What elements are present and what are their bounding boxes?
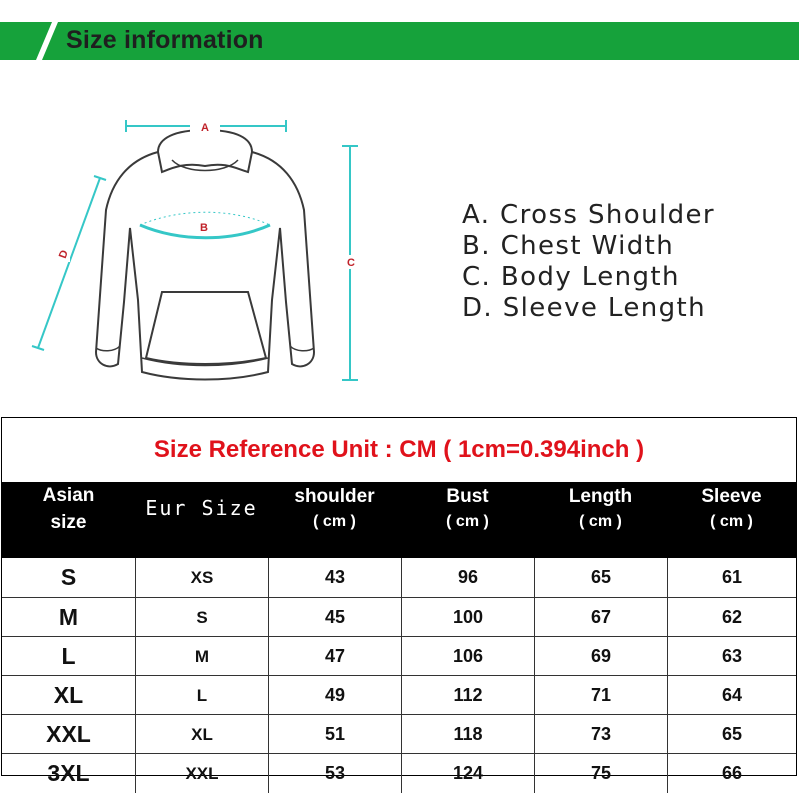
cell-sleeve: 66 <box>667 754 796 793</box>
mark-d: D <box>56 248 71 261</box>
cell-sleeve: 63 <box>667 637 796 676</box>
cell-bust: 100 <box>401 598 534 637</box>
mark-c: C <box>347 257 355 269</box>
cell-asian-size: M <box>58 604 79 630</box>
table-title: Size Reference Unit : CM ( 1cm=0.394inch ) <box>153 436 645 463</box>
legend-item-a: A. Cross Shoulder <box>462 200 715 230</box>
mark-a: A <box>201 122 209 134</box>
cell-asian-size: XXL <box>46 721 91 747</box>
cell-shoulder: 51 <box>268 715 401 754</box>
table-row <box>2 636 796 676</box>
cell-shoulder: 49 <box>268 676 401 715</box>
cell-asian-size: 3XL <box>47 760 90 786</box>
cell-eur-size: S <box>135 598 268 637</box>
table-row <box>2 675 796 715</box>
cell-bust: 96 <box>401 558 534 597</box>
header-eur-size: Eur Size <box>145 496 258 520</box>
table-row <box>2 558 796 597</box>
cell-length: 73 <box>534 715 667 754</box>
cell-asian-size: S <box>60 564 77 590</box>
section-title: Size information <box>66 26 264 54</box>
cell-eur-size: XXL <box>135 754 268 793</box>
table-row <box>2 597 796 637</box>
hoodie-diagram <box>0 90 430 400</box>
header-asian-size: Asian size <box>42 485 95 533</box>
cell-sleeve: 64 <box>667 676 796 715</box>
cell-asian-size: L <box>61 643 76 669</box>
header-bust: Bust ( cm ) <box>446 486 489 530</box>
cell-shoulder: 43 <box>268 558 401 597</box>
measurement-legend <box>462 200 715 324</box>
cell-bust: 124 <box>401 754 534 793</box>
cell-shoulder: 53 <box>268 754 401 793</box>
section-header <box>0 22 799 60</box>
cell-sleeve: 65 <box>667 715 796 754</box>
legend-item-d: D. Sleeve Length <box>462 293 706 323</box>
table-body <box>2 558 796 786</box>
cell-bust: 112 <box>401 676 534 715</box>
cell-shoulder: 45 <box>268 598 401 637</box>
cell-eur-size: L <box>135 676 268 715</box>
cell-sleeve: 61 <box>667 558 796 597</box>
cell-sleeve: 62 <box>667 598 796 637</box>
cell-bust: 106 <box>401 637 534 676</box>
mark-b: B <box>200 222 208 234</box>
cell-eur-size: M <box>135 637 268 676</box>
cell-shoulder: 47 <box>268 637 401 676</box>
cell-length: 69 <box>534 637 667 676</box>
cell-eur-size: XL <box>135 715 268 754</box>
header-length: Length ( cm ) <box>568 486 633 530</box>
cell-eur-size: XS <box>135 558 268 597</box>
table-row <box>2 714 796 754</box>
cell-asian-size: XL <box>53 682 84 708</box>
table-header-row <box>2 482 796 558</box>
table-row <box>2 753 796 793</box>
cell-bust: 118 <box>401 715 534 754</box>
cell-length: 65 <box>534 558 667 597</box>
legend-item-b: B. Chest Width <box>462 231 675 261</box>
header-shoulder: shoulder ( cm ) <box>294 486 375 530</box>
legend-item-c: C. Body Length <box>462 262 680 292</box>
cell-length: 75 <box>534 754 667 793</box>
header-sleeve: Sleeve ( cm ) <box>701 486 762 530</box>
size-table <box>1 417 797 786</box>
hoodie-illustration <box>0 90 430 400</box>
cell-length: 67 <box>534 598 667 637</box>
cell-length: 71 <box>534 676 667 715</box>
